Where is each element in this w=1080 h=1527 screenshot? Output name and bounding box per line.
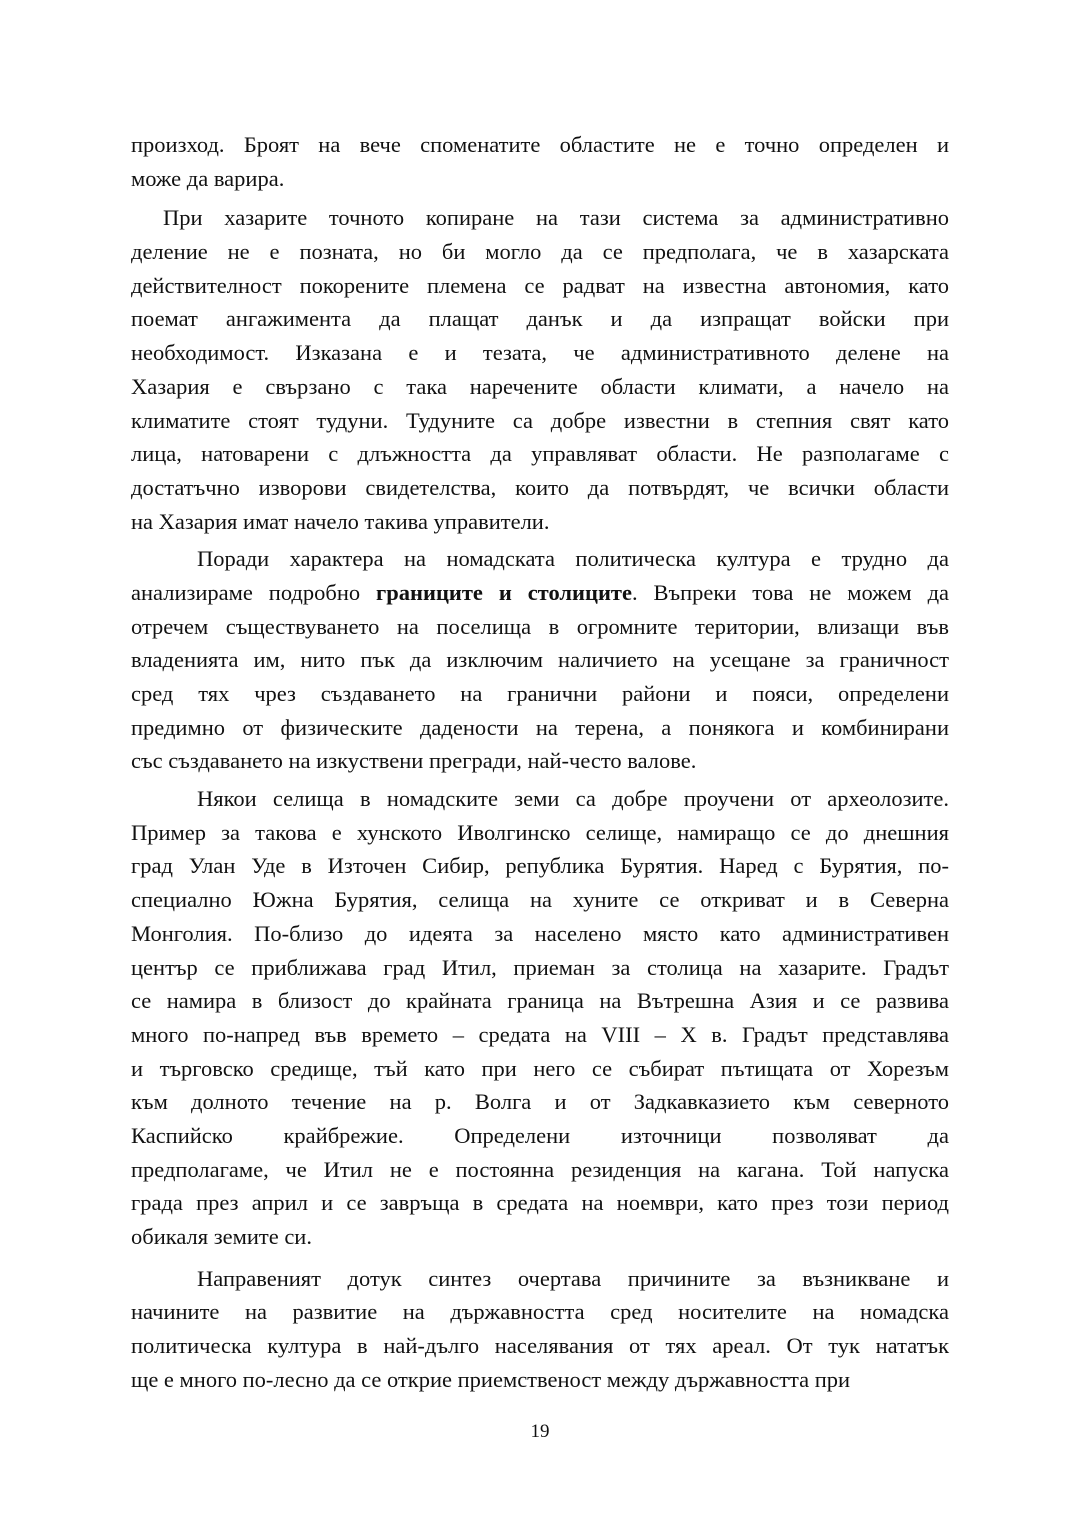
text-line: със създаването на изкуствени прегради, най-често валове. [131,748,697,774]
text-line: предполагаме, че Итил не е постоянна резиденция на кагана. Той напуска [131,1156,949,1182]
text-line: Поради характера на номадската политическа култура е трудно да [197,546,949,572]
text-line: на Хазария имат начело такива управители. [131,508,550,534]
text-line: Направеният дотук синтез очертава причините за възникване и [197,1265,949,1291]
page-number: 19 [530,1421,550,1442]
text-line: специално Южна Бурятия, селища на хуните се откриват и в Северна [131,887,949,913]
paragraph [131,542,949,778]
text-line: се намира в близост до крайната граница на Вътрешна Азия и се развива [131,988,949,1014]
text-line: сред тях чрез създаването на гранични райони и пояси, определени [131,681,949,706]
text-line: обикаля земите си. [131,1224,312,1249]
text-line: При хазарите точното копиране на тази система за административно [163,205,949,231]
text-line: към долното течение на р. Волга и от Задкавказието към северното [131,1089,949,1115]
text-line: анализираме подробно границите и столиците. Въпреки това не можем да [131,579,949,605]
text-line: отречем съществуването на поселища в огромните територии, влизащи във [131,613,949,639]
text-line: действителност покорените племена се радват на известна автономия, като [131,272,949,298]
text-line: необходимост. Изказана е и тезата, че административното делене на [131,340,949,366]
text-line: Някои селища в номадските земи са добре проучени от археолозите. [197,786,949,812]
text-line: център се приближава град Итил, приеман за столица на хазарите. Градът [131,954,949,980]
text-line: град Улан Уде в Източен Сибир, република Бурятия. Наред с Бурятия, по- [131,853,949,879]
text-line: поемат ангажимента да плащат данък и да изпращат войски при [131,306,949,332]
text-line: достатъчно изворови свидетелства, които да потвърдят, че всички области [131,474,949,500]
paragraph [131,782,949,1254]
document-body [131,128,949,1396]
text-line: града през април и се завръща в средата на ноември, като през този период [131,1190,949,1216]
text-line: климатите стоят тудуни. Тудуните са добре известни в степния свят като [131,407,949,433]
text-line: Каспийско крайбрежие. Определени източници позволяват да [131,1122,949,1148]
paragraph [131,128,949,195]
text-line: ще е много по-лесно да се открие приемственост между държавността при [131,1366,851,1392]
text-line: политическа култура в най-дълго населявания от тях ареал. От тук нататък [131,1333,949,1359]
text-line: лица, натоварени с длъжността да управляват области. Не разполагаме с [131,441,949,467]
text-line: предимно от физическите дадености на терена, а понякога и комбинирани [131,714,949,740]
text-line: произход. Броят на вече споменатите областите не е точно определен и [131,132,949,157]
text-line: Пример за такова е хунското Иволгинско селище, намиращо се до днешния [131,819,949,845]
text-line: начините на развитие на държавността сред носителите на номадска [131,1299,949,1325]
text-line: и търговско средище, тъй като при него се събират пътищата от Хорезъм [131,1055,949,1081]
text-line: деление не е позната, но би могло да се предполага, че в хазарската [131,239,949,265]
text-line: много по-напред във времето – средата на VIII – X в. Градът представлява [131,1021,949,1047]
text-line: владенията им, нито пък да изключим наличието на усещане за граничност [131,647,949,673]
text-line: може да варира. [131,165,285,191]
bold-term: границите и столиците [376,579,632,605]
paragraph [131,201,949,538]
text-line: Хазария е свързано с така наречените области климати, а начело на [131,373,949,399]
text-line: Монголия. По-близо до идеята за населено място като административен [131,920,949,946]
paragraph [131,1262,949,1397]
